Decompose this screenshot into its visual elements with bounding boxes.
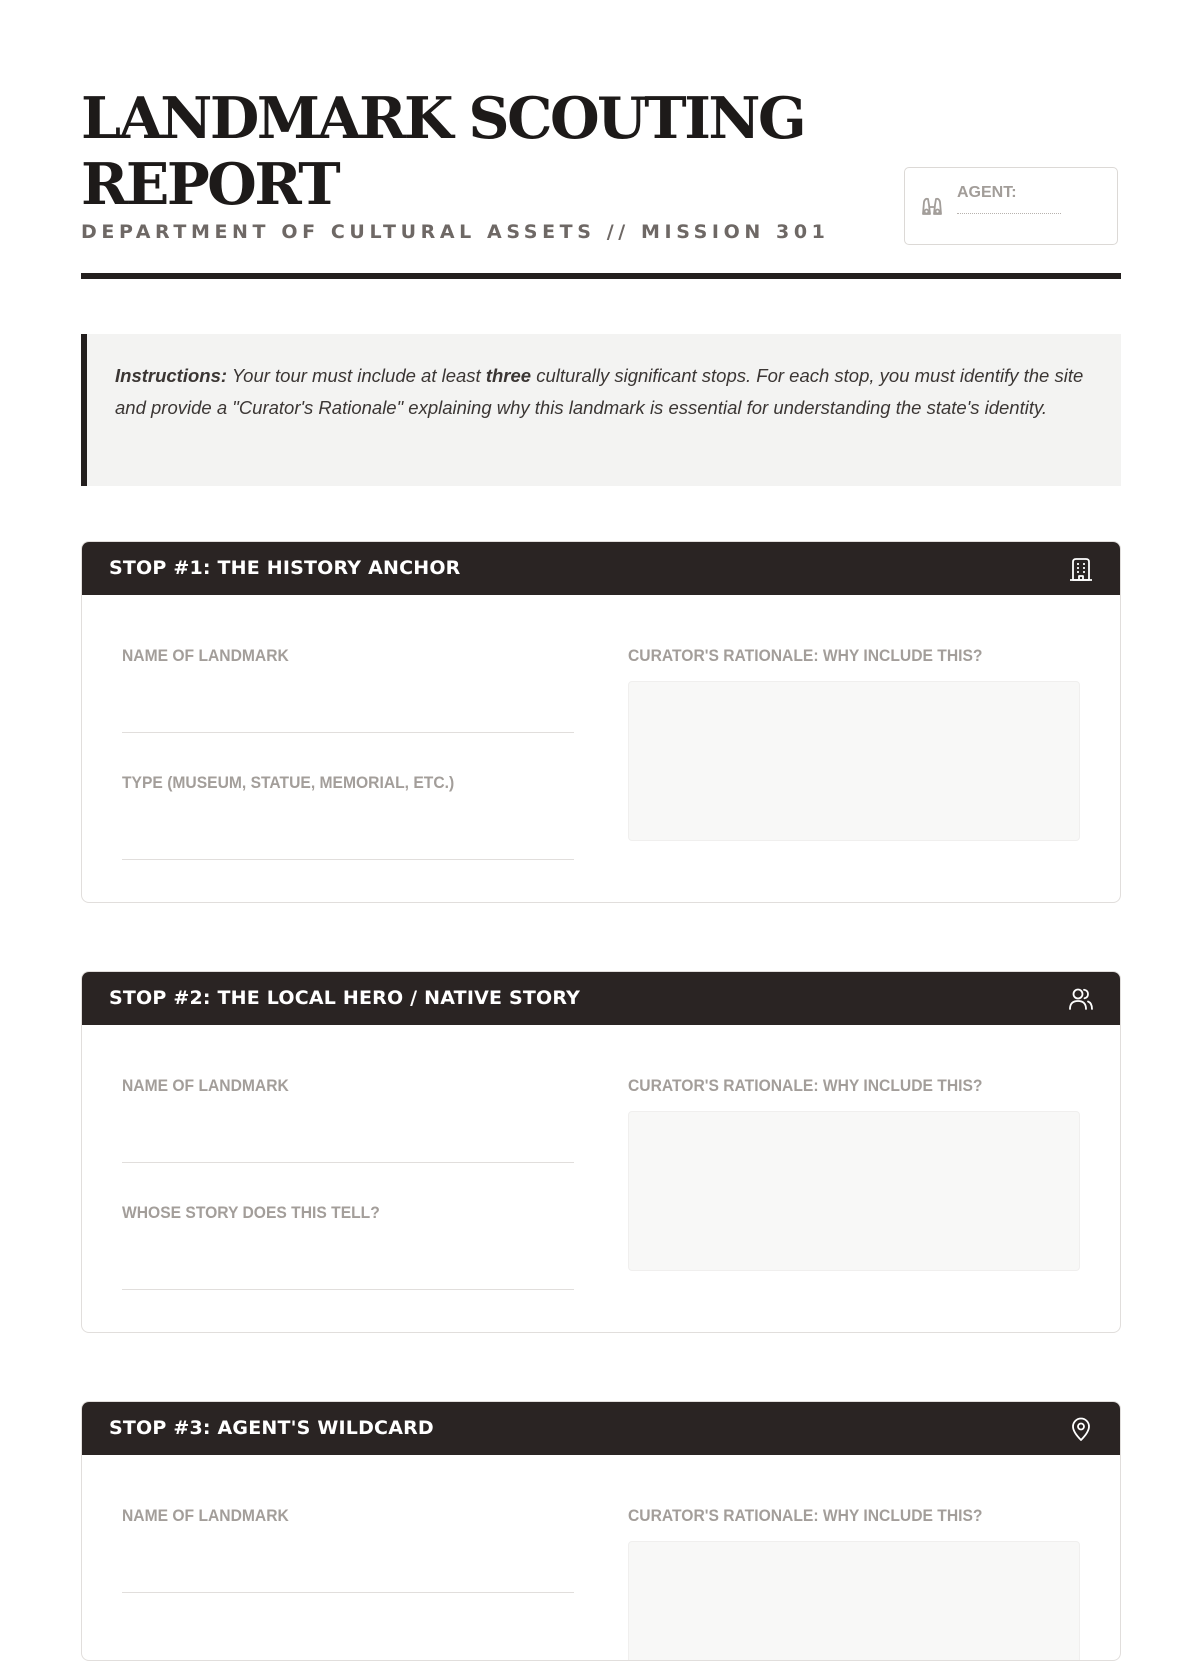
landmark-name-label: NAME OF LANDMARK (122, 1076, 289, 1095)
museum-building-icon (1068, 556, 1094, 582)
landmark-name-field[interactable] (122, 732, 574, 733)
rationale-label: CURATOR'S RATIONALE: WHY INCLUDE THIS? (628, 1506, 983, 1525)
page-title: LANDMARK SCOUTING REPORT (81, 85, 805, 218)
rationale-textarea[interactable] (628, 1111, 1080, 1271)
rationale-label: CURATOR'S RATIONALE: WHY INCLUDE THIS? (628, 1076, 983, 1095)
landmark-name-label: NAME OF LANDMARK (122, 646, 289, 665)
instructions-text-2: culturally significant stops. For each stop, you must identify the site and provide a "Curator's Rationale" explaining why this landmark is essential for understanding the state's identity. (115, 365, 1084, 418)
instructions-callout (81, 334, 1121, 486)
stop-title: STOP #3: AGENT'S WILDCARD (109, 1417, 434, 1439)
agent-label: AGENT: (957, 184, 1017, 201)
binoculars-icon (920, 195, 944, 222)
header-divider (81, 273, 1121, 279)
agent-blank-line[interactable] (957, 213, 1061, 214)
people-icon (1068, 986, 1094, 1012)
stop-title: STOP #1: THE HISTORY ANCHOR (109, 557, 461, 579)
stop-title: STOP #2: THE LOCAL HERO / NATIVE STORY (109, 987, 581, 1009)
page-subtitle: DEPARTMENT OF CULTURAL ASSETS // MISSION 301 (81, 221, 830, 243)
rationale-textarea[interactable] (628, 1541, 1080, 1661)
stop-header (82, 1402, 1120, 1455)
stop-card-1 (81, 541, 1121, 903)
stop-card-3 (81, 1401, 1121, 1661)
map-pin-icon (1068, 1416, 1094, 1442)
whose-story-label: WHOSE STORY DOES THIS TELL? (122, 1203, 380, 1222)
rationale-textarea[interactable] (628, 681, 1080, 841)
landmark-name-label: NAME OF LANDMARK (122, 1506, 289, 1525)
landmark-name-field[interactable] (122, 1592, 574, 1593)
instructions-text-1: Your tour must include at least (227, 365, 486, 386)
landmark-type-field[interactable] (122, 859, 574, 860)
agent-field[interactable] (904, 167, 1118, 245)
landmark-type-label: TYPE (MUSEUM, STATUE, MEMORIAL, ETC.) (122, 773, 455, 792)
landmark-name-field[interactable] (122, 1162, 574, 1163)
instructions-emphasis: three (485, 365, 532, 386)
stop-card-2 (81, 971, 1121, 1333)
whose-story-field[interactable] (122, 1289, 574, 1290)
rationale-label: CURATOR'S RATIONALE: WHY INCLUDE THIS? (628, 646, 983, 665)
instructions-lead: Instructions: (115, 365, 228, 386)
stop-header (82, 972, 1120, 1025)
stop-header (82, 542, 1120, 595)
